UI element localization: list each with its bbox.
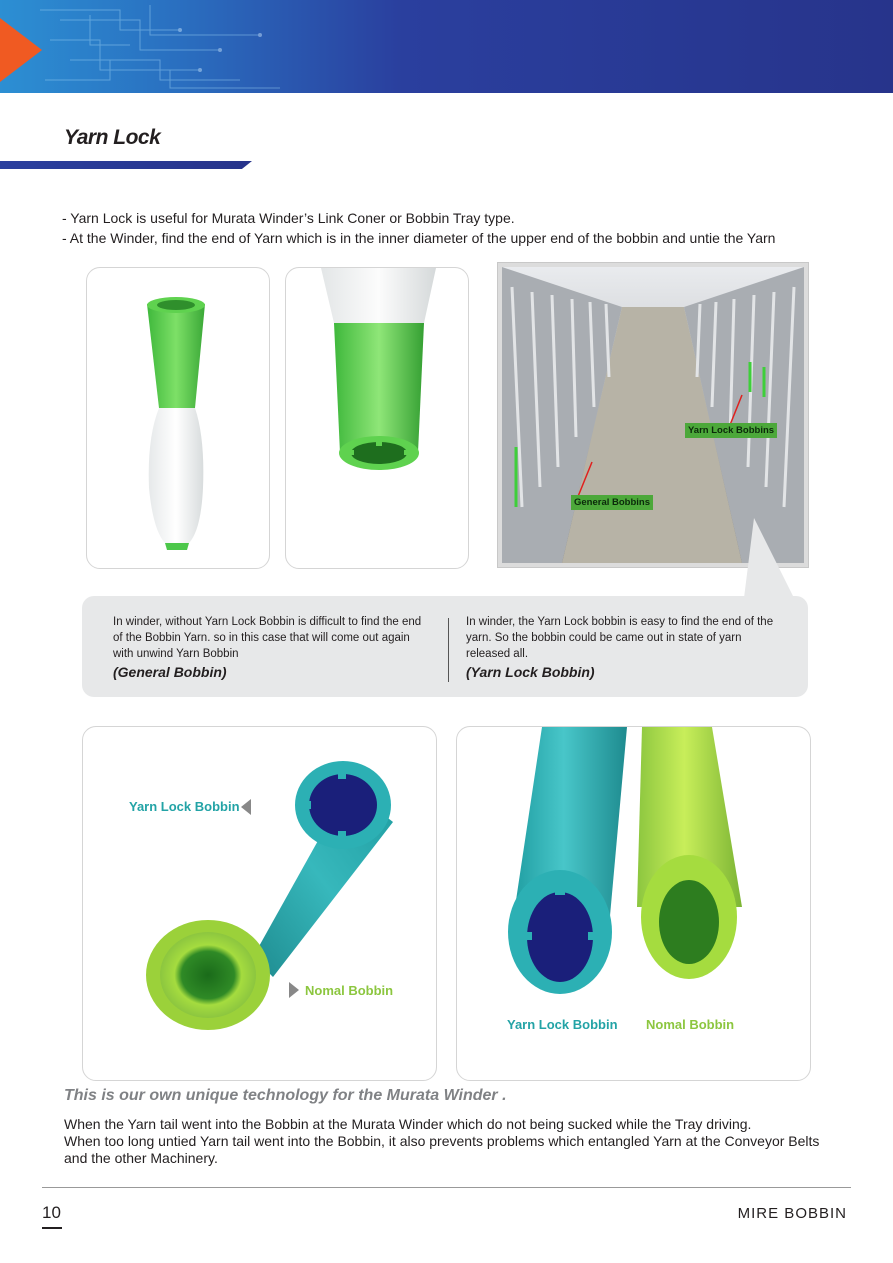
intro-line: - At the Winder, find the end of Yarn which is in the inner diameter of the upper end of the bobbin and untie the Yarn <box>62 230 776 246</box>
comparison-callout <box>82 596 808 697</box>
bobbin-perspective-image <box>83 727 436 1080</box>
yarn-bobbin-image <box>87 268 269 568</box>
general-bobbin-text: In winder, without Yarn Lock Bobbin is difficult to find the end of the Bobbin Yarn. so in this case that will come out again with unwind Yarn Bobbin <box>113 616 422 660</box>
orange-arrow-icon <box>0 18 42 82</box>
page-number-underline <box>42 1227 62 1229</box>
title-underline <box>0 161 252 169</box>
brand-name: MIRE BOBBIN <box>737 1205 847 1222</box>
intro-text <box>62 208 775 248</box>
yarn-lock-bobbin-label: (Yarn Lock Bobbin) <box>466 664 595 680</box>
callout-divider <box>448 618 449 682</box>
page-number: 10 <box>42 1203 61 1222</box>
yarn-lock-closeup-image <box>286 268 468 568</box>
yarn-lock-bobbin-label: Yarn Lock Bobbin <box>507 1017 618 1032</box>
general-bobbin-label: (General Bobbin) <box>113 664 227 680</box>
normal-bobbin-label: Nomal Bobbin <box>646 1017 735 1032</box>
bobbin-photo-card <box>86 267 270 569</box>
body-line: When the Yarn tail went into the Bobbin at the Murata Winder which do not being sucked while the Tray driving. <box>64 1116 752 1132</box>
yarn-lock-bobbin-label: Yarn Lock Bobbin <box>129 799 240 814</box>
yarn-lock-bobbin-text: In winder, the Yarn Lock bobbin is easy to find the end of the yarn. So the bobbin could be came out in state of yarn released all. <box>466 616 774 660</box>
page-title: Yarn Lock <box>64 126 161 149</box>
header-banner <box>0 0 893 93</box>
body-text <box>64 1116 844 1167</box>
callout-pointer-icon <box>744 518 804 598</box>
yarn-lock-bobbins-tag: Yarn Lock Bobbins <box>685 423 777 438</box>
bobbin-closeup-card <box>285 267 469 569</box>
body-line: When too long untied Yarn tail went into the Bobbin, it also prevents problems which entangled Yarn at the Conveyor Belts and the other Machinery. <box>64 1133 820 1166</box>
side-by-side-comparison-card <box>456 726 811 1081</box>
tagline: This is our own unique technology for the Murata Winder . <box>64 1087 507 1104</box>
footer-divider <box>42 1187 851 1188</box>
normal-bobbin-label: Nomal Bobbin <box>305 983 394 998</box>
intro-line: - Yarn Lock is useful for Murata Winder’s Link Coner or Bobbin Tray type. <box>62 210 515 226</box>
perspective-comparison-card <box>82 726 437 1081</box>
circuit-pattern-icon <box>0 0 300 93</box>
general-bobbins-tag: General Bobbins <box>571 495 653 510</box>
general-bobbin-description <box>113 614 428 680</box>
yarn-lock-bobbin-description <box>466 614 786 680</box>
